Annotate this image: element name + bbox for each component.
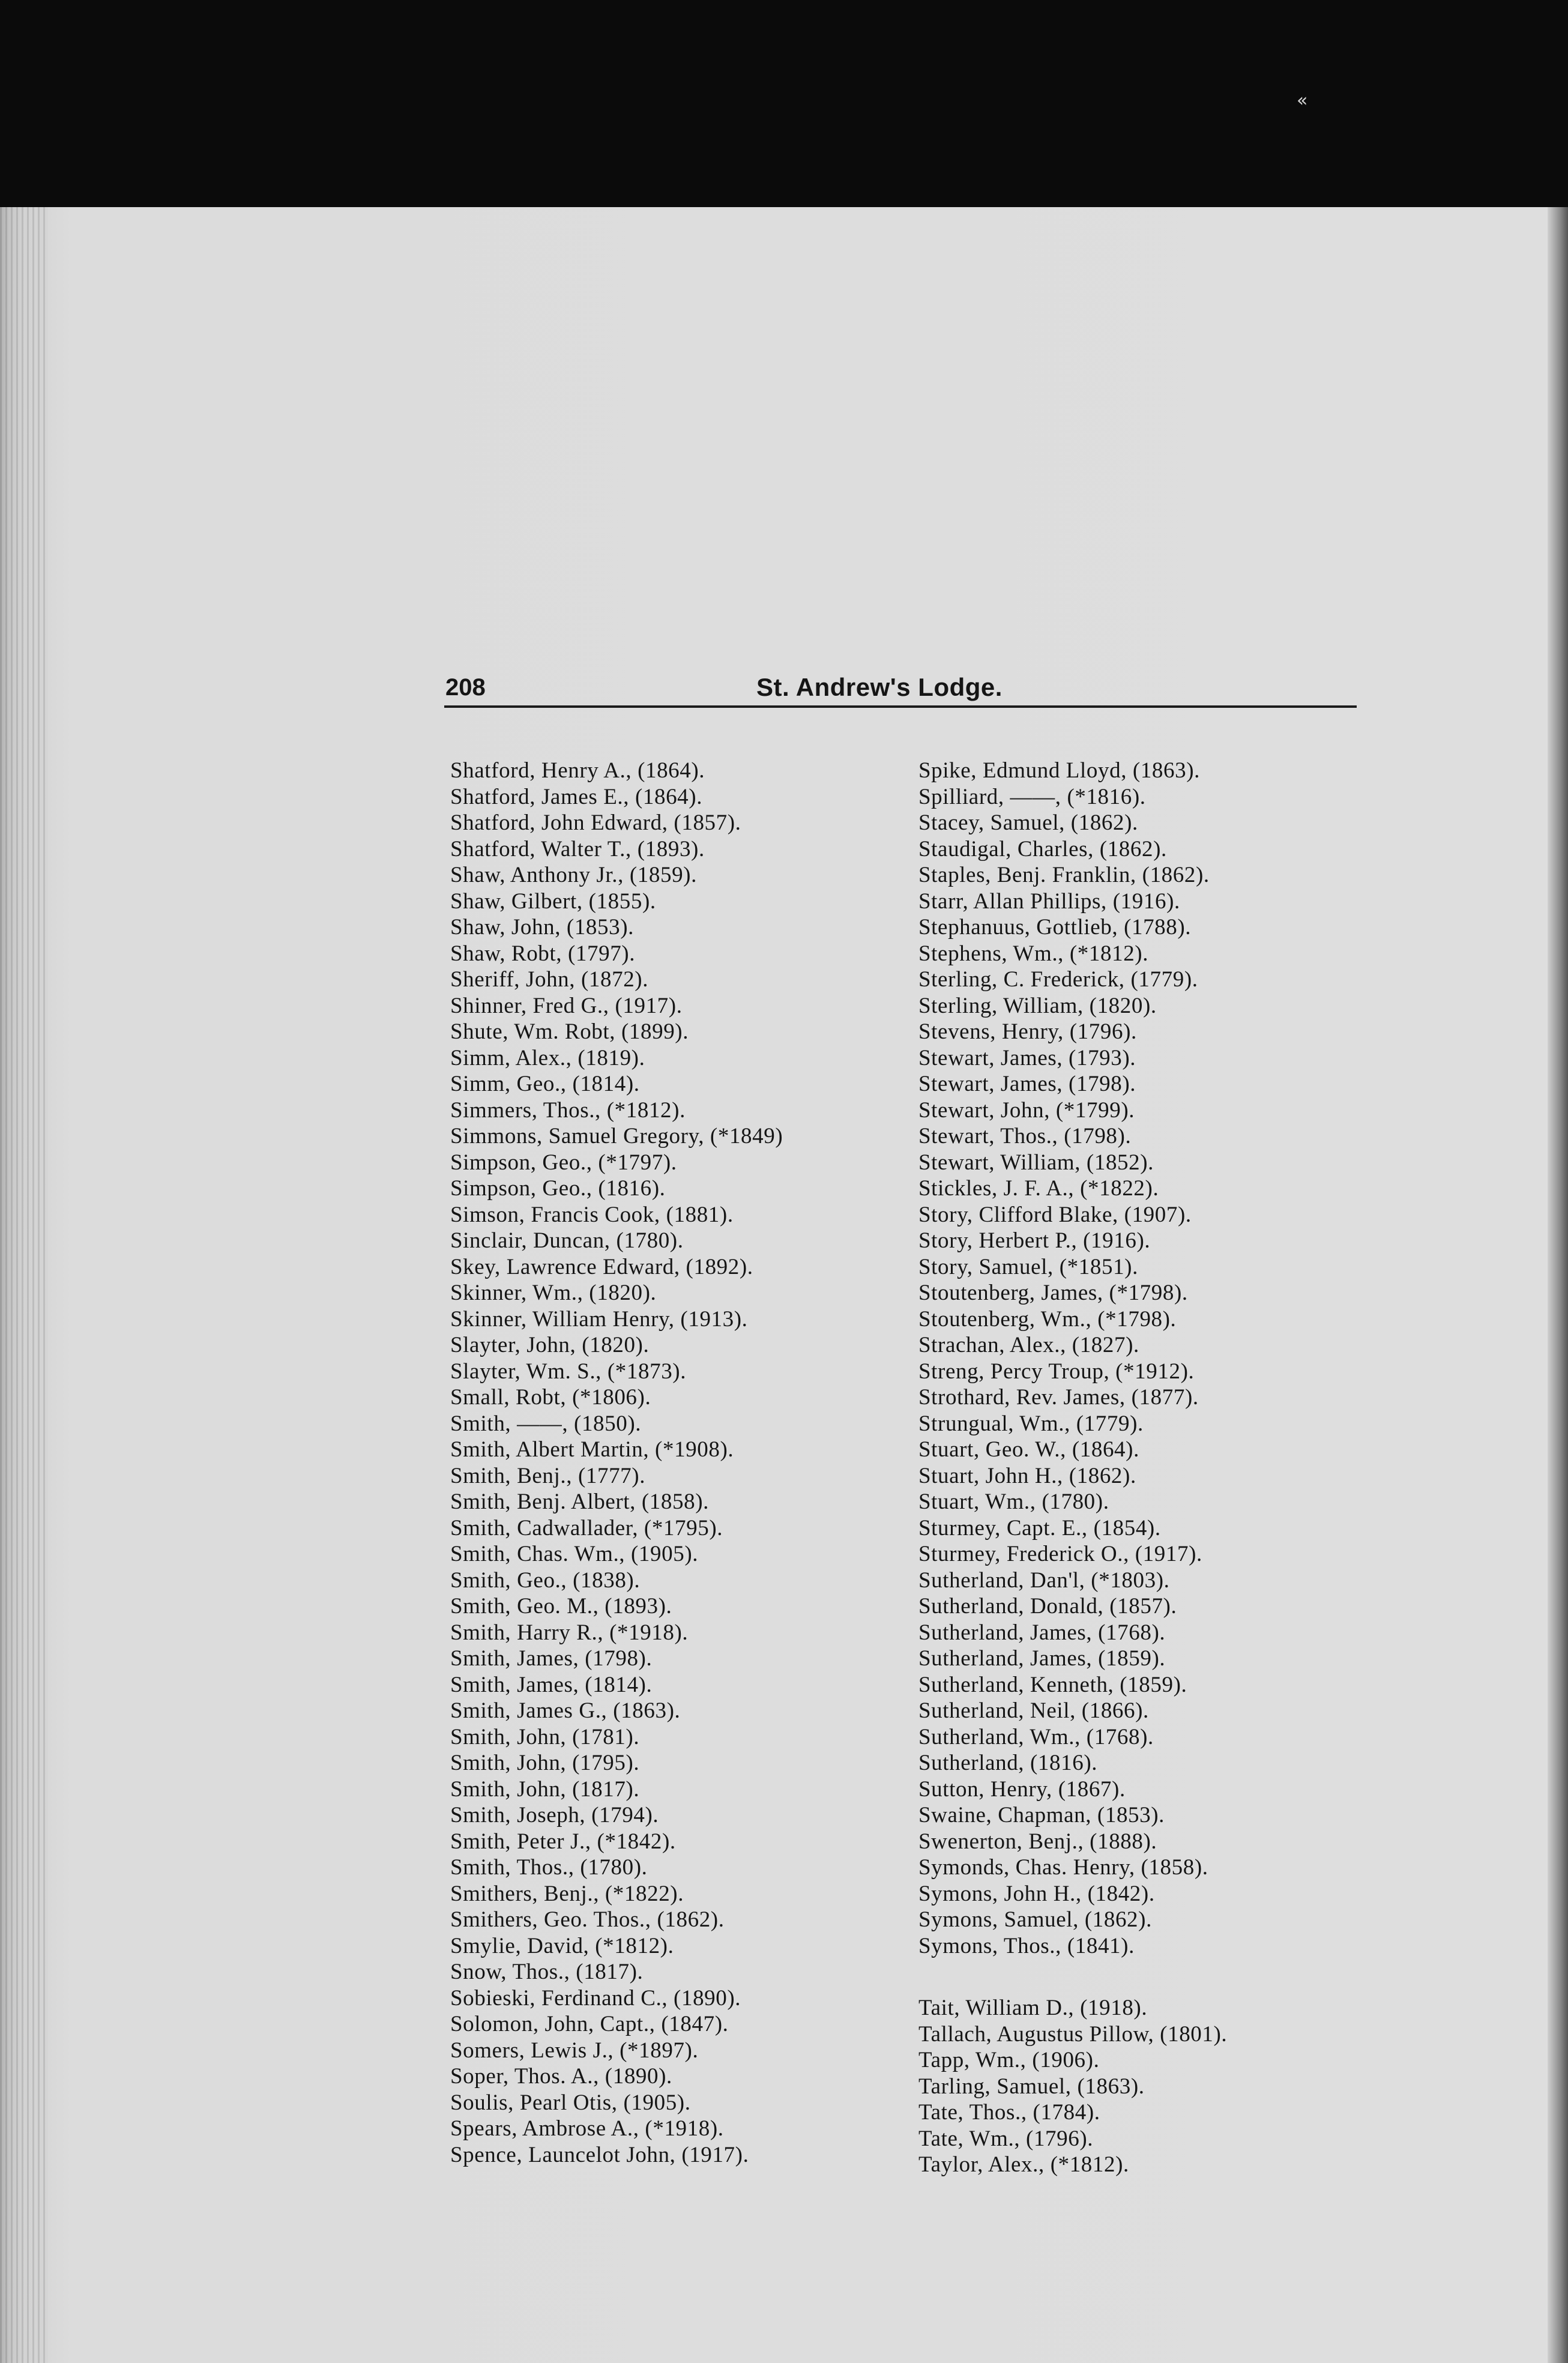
member-entry: Stewart, William, (1852). [918, 1150, 1154, 1175]
member-entry: Stephens, Wm., (*1812). [918, 941, 1149, 966]
section-gap [918, 1959, 1399, 1995]
book-page-stack [0, 207, 1568, 2363]
member-entry: Shaw, John, (1853). [450, 915, 635, 940]
member-entry: Stacey, Samuel, (1862). [918, 810, 1138, 835]
member-entry: Shaw, Gilbert, (1855). [450, 889, 656, 914]
member-entry: Spike, Edmund Lloyd, (1863). [918, 758, 1200, 783]
member-entry: Stewart, John, (*1799). [918, 1097, 1135, 1123]
member-entry: Spilliard, ——, (*1816). [918, 784, 1146, 809]
member-entry: Smith, Geo. M., (1893). [450, 1594, 672, 1619]
member-entry: Snow, Thos., (1817). [450, 1960, 644, 1984]
member-entry: Skinner, William Henry, (1913). [450, 1306, 748, 1332]
member-entry: Sutherland, James, (1768). [918, 1620, 1166, 1645]
running-title: St. Andrew's Lodge. [756, 673, 1003, 701]
member-entry: Simm, Alex., (1819). [450, 1045, 645, 1070]
member-entry: Sinclair, Duncan, (1780). [450, 1228, 684, 1253]
member-entry: Simpson, Geo., (1816). [450, 1176, 666, 1201]
member-entry: Smith, Joseph, (1794). [450, 1803, 659, 1827]
member-entry: Sterling, C. Frederick, (1779). [918, 967, 1198, 992]
member-entry: Somers, Lewis J., (*1897). [450, 2038, 699, 2063]
member-entry: Smith, James G., (1863). [450, 1698, 681, 1723]
member-entry: Shatford, Henry A., (1864). [450, 758, 705, 783]
member-entry: Shaw, Robt, (1797). [450, 941, 636, 966]
member-entry: Smith, Chas. Wm., (1905). [450, 1542, 699, 1566]
member-entry: Sutherland, Donald, (1857). [918, 1594, 1177, 1619]
member-entry: Stoutenberg, Wm., (*1798). [918, 1306, 1177, 1332]
page-header [444, 663, 1357, 708]
member-entry: Solomon, John, Capt., (1847). [450, 2012, 729, 2036]
member-entry: Smith, Geo., (1838). [450, 1568, 641, 1593]
member-entry: Smith, Albert Martin, (*1908). [450, 1437, 734, 1462]
member-entry: Shatford, John Edward, (1857). [450, 810, 741, 835]
member-entry: Shatford, James E., (1864). [450, 784, 703, 809]
page-number: 208 [445, 674, 486, 701]
member-entry: Stewart, James, (1798). [918, 1072, 1136, 1096]
member-entry: Taylor, Alex., (*1812). [918, 2152, 1129, 2177]
member-entry: Starr, Allan Phillips, (1916). [918, 889, 1180, 914]
member-entry: Sutherland, Kenneth, (1859). [918, 1672, 1187, 1697]
member-entry: Sterling, William, (1820). [918, 993, 1157, 1018]
member-entry: Stuart, Geo. W., (1864). [918, 1437, 1139, 1462]
member-entry: Shinner, Fred G., (1917). [450, 993, 683, 1018]
member-entry: Simmons, Samuel Gregory, (*1849) [450, 1124, 783, 1148]
member-entry: Tate, Wm., (1796). [918, 2126, 1094, 2151]
member-entry: Sutton, Henry, (1867). [918, 1776, 1126, 1802]
member-entry: Sutherland, Wm., (1768). [918, 1724, 1154, 1749]
member-entry: Smith, Benj., (1777). [450, 1463, 646, 1488]
member-entry: Smith, Benj. Albert, (1858). [450, 1489, 709, 1514]
member-entry: Simmers, Thos., (*1812). [450, 1097, 686, 1123]
member-entry: Simpson, Geo., (*1797). [450, 1150, 677, 1175]
member-entry: Strothard, Rev. James, (1877). [918, 1385, 1199, 1410]
member-entry: Symons, Samuel, (1862). [918, 1907, 1152, 1932]
member-entry: Tallach, Augustus Pillow, (1801). [918, 2021, 1228, 2047]
member-entry: Sheriff, John, (1872). [450, 967, 649, 992]
right-name-column [918, 758, 1399, 2178]
member-entry: Stuart, Wm., (1780). [918, 1489, 1109, 1514]
member-entry: Tarling, Samuel, (1863). [918, 2074, 1145, 2099]
member-entry: Smith, James, (1814). [450, 1672, 653, 1697]
member-entry: Shatford, Walter T., (1893). [450, 836, 705, 862]
member-entry: Small, Robt, (*1806). [450, 1385, 651, 1410]
member-entry: Skey, Lawrence Edward, (1892). [450, 1254, 753, 1279]
member-entry: Smith, ——, (1850). [450, 1411, 642, 1436]
member-entry: Sturmey, Capt. E., (1854). [918, 1515, 1161, 1541]
member-entry: Tate, Thos., (1784). [918, 2100, 1100, 2125]
member-entry: Smith, Peter J., (*1842). [450, 1829, 676, 1854]
member-entry: Sobieski, Ferdinand C., (1890). [450, 1985, 741, 2011]
member-entry: Story, Clifford Blake, (1907). [918, 1202, 1192, 1227]
member-entry: Smith, Cadwallader, (*1795). [450, 1515, 723, 1541]
member-entry: Sutherland, James, (1859). [918, 1646, 1166, 1671]
member-entry: Strachan, Alex., (1827). [918, 1333, 1139, 1357]
member-entry: Smithers, Geo. Thos., (1862). [450, 1907, 725, 1932]
left-name-column [450, 758, 930, 2168]
member-entry: Smith, John, (1781). [450, 1724, 640, 1749]
member-entry: Spence, Launcelot John, (1917). [450, 2142, 749, 2167]
member-entry: Skinner, Wm., (1820). [450, 1281, 657, 1305]
member-entry: Smith, John, (1817). [450, 1776, 640, 1802]
member-entry: Stuart, John H., (1862). [918, 1463, 1136, 1488]
member-entry: Sutherland, (1816). [918, 1751, 1098, 1775]
member-entry: Soulis, Pearl Otis, (1905). [450, 2090, 691, 2115]
member-entry: Symons, John H., (1842). [918, 1881, 1155, 1906]
member-entry: Stickles, J. F. A., (*1822). [918, 1176, 1159, 1201]
member-entry: Sutherland, Dan'l, (*1803). [918, 1568, 1170, 1593]
member-entry: Shaw, Anthony Jr., (1859). [450, 863, 697, 887]
member-entry: Symons, Thos., (1841). [918, 1933, 1135, 1958]
member-entry: Spears, Ambrose A., (*1918). [450, 2116, 724, 2141]
member-entry: Strungual, Wm., (1779). [918, 1411, 1144, 1436]
member-entry: Streng, Percy Troup, (*1912). [918, 1359, 1195, 1384]
member-entry: Slayter, John, (1820). [450, 1333, 650, 1357]
film-scratch-mark: « [1297, 90, 1308, 111]
member-entry: Simm, Geo., (1814). [450, 1072, 640, 1096]
book-page [444, 663, 1381, 2224]
member-entry: Smith, Harry R., (*1918). [450, 1620, 689, 1645]
member-entry: Tapp, Wm., (1906). [918, 2048, 1100, 2072]
member-entry: Staudigal, Charles, (1862). [918, 836, 1167, 862]
member-entry: Shute, Wm. Robt, (1899). [450, 1019, 689, 1044]
member-entry: Story, Herbert P., (1916). [918, 1228, 1151, 1253]
member-entry: Stewart, Thos., (1798). [918, 1124, 1132, 1148]
member-entry: Simson, Francis Cook, (1881). [450, 1202, 734, 1227]
member-entry: Symonds, Chas. Henry, (1858). [918, 1855, 1208, 1880]
member-entry: Swaine, Chapman, (1853). [918, 1803, 1165, 1827]
member-entry: Smith, James, (1798). [450, 1646, 653, 1671]
member-entry: Tait, William D., (1918). [918, 1996, 1148, 2020]
member-entry: Stewart, James, (1793). [918, 1045, 1136, 1070]
member-entry: Swenerton, Benj., (1888). [918, 1829, 1157, 1854]
member-entry: Smylie, David, (*1812). [450, 1933, 674, 1958]
member-entry: Stoutenberg, James, (*1798). [918, 1281, 1188, 1305]
member-entry: Sutherland, Neil, (1866). [918, 1698, 1149, 1723]
member-entry: Stephanuus, Gottlieb, (1788). [918, 915, 1192, 940]
member-entry: Smithers, Benj., (*1822). [450, 1881, 684, 1906]
member-entry: Soper, Thos. A., (1890). [450, 2064, 672, 2089]
member-entry: Stevens, Henry, (1796). [918, 1019, 1137, 1044]
member-entry: Staples, Benj. Franklin, (1862). [918, 863, 1210, 887]
member-entry: Slayter, Wm. S., (*1873). [450, 1359, 687, 1384]
member-entry: Sturmey, Frederick O., (1917). [918, 1542, 1202, 1566]
member-entry: Smith, Thos., (1780). [450, 1855, 648, 1880]
member-entry: Smith, John, (1795). [450, 1751, 640, 1775]
member-entry: Story, Samuel, (*1851). [918, 1254, 1138, 1279]
